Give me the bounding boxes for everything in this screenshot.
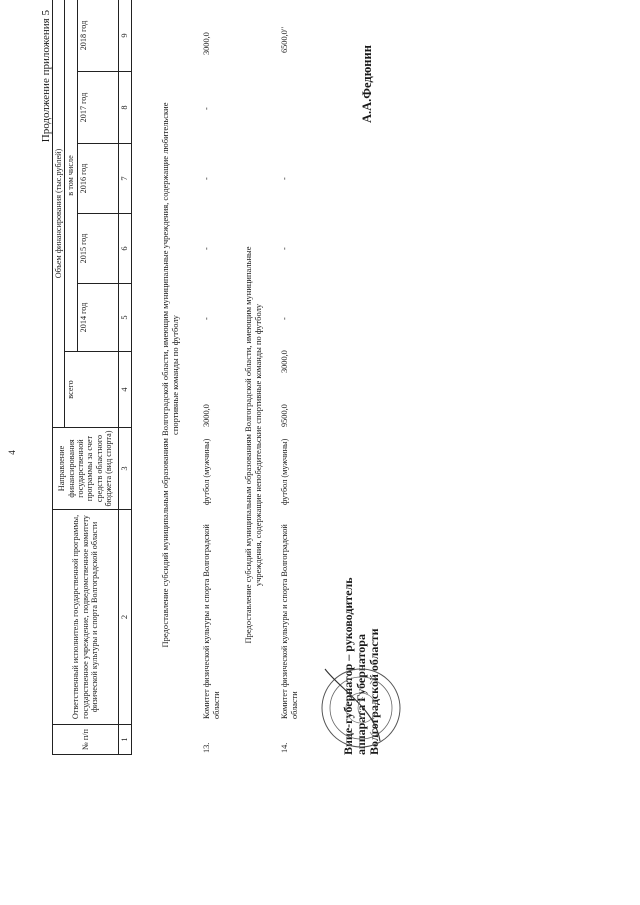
col-number: 3 <box>118 428 131 510</box>
header-executor: Ответственный исполнитель государственной программы, государственное учреждение, подведомственное комитету физической культуры и спорта Волгоградской области <box>53 510 119 725</box>
financing-table <box>52 0 132 755</box>
page-number: 4 <box>7 450 17 455</box>
section-heading: Предоставление субсидий муниципальным образованиям Волгоградской области, имеющим муниципальные учреждения, содержащие любительские спортивные команды по футболу <box>160 102 181 648</box>
col-number: 6 <box>118 214 131 284</box>
col-number: 8 <box>118 72 131 144</box>
header-direction: Направление финансирования государственной программы за счет средств областного бюджета (вид спорта) <box>53 428 119 510</box>
row-sport: футбол (мужчины) <box>202 438 211 505</box>
signature-position: Вице-губернатор – руководитель аппарата Губернатора Волгоградской области <box>341 577 382 755</box>
row-total: 9500,0 <box>280 404 289 427</box>
header-total: всего <box>65 352 118 428</box>
col-number: 7 <box>118 144 131 214</box>
row-executor: Комитет физической культуры и спорта Волгоградской области <box>202 524 222 719</box>
col-number: 5 <box>118 284 131 352</box>
section-heading: Предоставление субсидий муниципальным образованиям Волгоградской области, имеющим муниципальные учреждения, содержащие непобедительские спортивные команды по футболу <box>243 246 264 644</box>
row-2015: - <box>202 247 211 250</box>
header-no: № п/п <box>53 725 119 755</box>
row-2017: - <box>280 177 289 180</box>
header-year: 2018 год <box>77 0 118 72</box>
row-executor: Комитет физической культуры и спорта Волгоградской области <box>280 524 300 719</box>
row-2018: 3000,0 <box>202 32 211 55</box>
row-2014: 3000,0 <box>280 350 289 373</box>
row-2016: - <box>202 177 211 180</box>
row-total: 3000,0 <box>202 404 211 427</box>
col-number: 9 <box>118 0 131 72</box>
seal-stamp-icon <box>320 667 402 749</box>
row-2017: - <box>202 107 211 110</box>
row-2015: - <box>280 317 289 320</box>
row-2014: - <box>202 317 211 320</box>
header-year: 2014 год <box>77 284 118 352</box>
header-including: в том числе <box>65 0 77 352</box>
header-year: 2015 год <box>77 214 118 284</box>
row-2018: 6500,0" <box>280 26 289 53</box>
row-number: 13. <box>202 742 211 753</box>
header-year: 2017 год <box>77 72 118 144</box>
row-number: 14. <box>280 742 289 753</box>
appendix-title: Продолжение приложения 5 <box>40 10 52 143</box>
row-sport: футбол (мужчины) <box>280 438 289 505</box>
col-number: 4 <box>118 352 131 428</box>
col-number: 2 <box>118 510 131 725</box>
signature-name: А.А.Федюнин <box>360 45 374 123</box>
header-year: 2016 год <box>77 144 118 214</box>
row-2016: - <box>280 247 289 250</box>
header-volume: Объем финансирования (тыс.рублей) <box>53 0 65 428</box>
col-number: 1 <box>118 725 131 755</box>
